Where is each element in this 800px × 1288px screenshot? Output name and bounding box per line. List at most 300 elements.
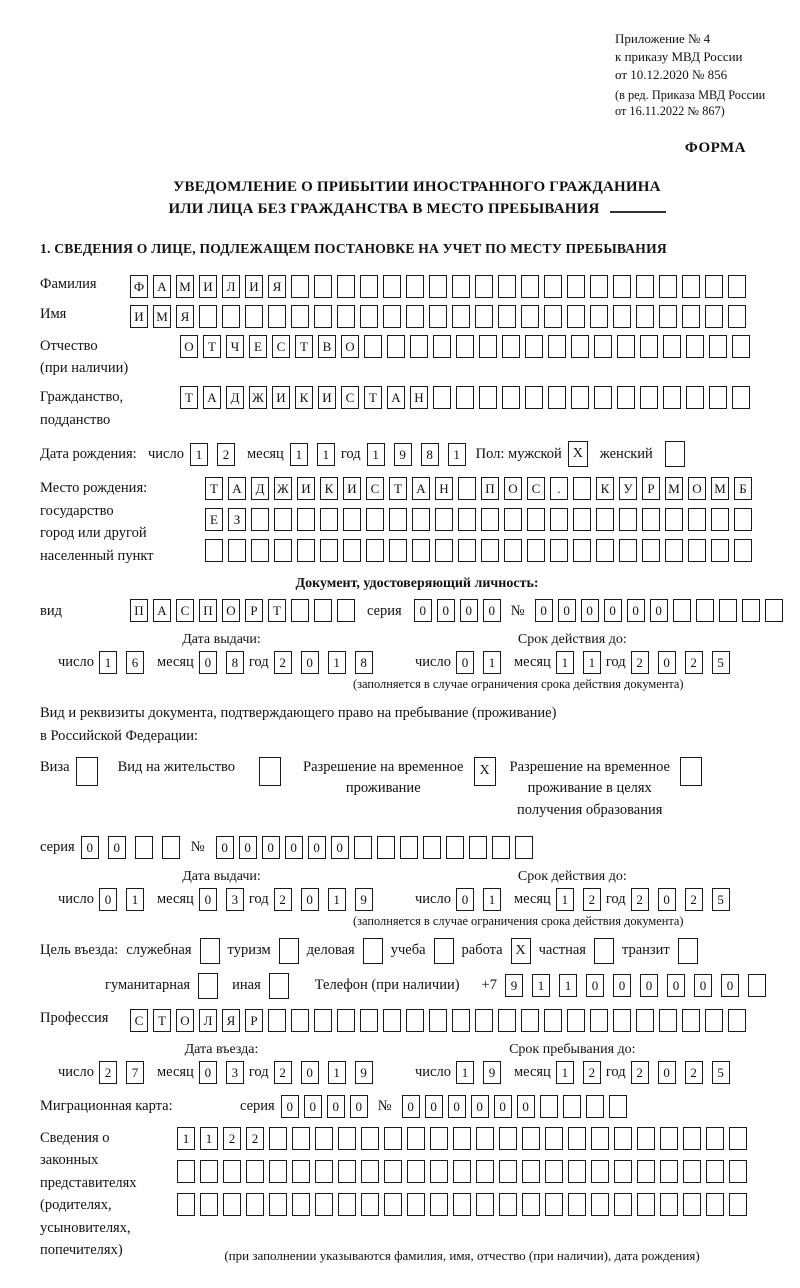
char-cell[interactable] [205, 539, 223, 562]
char-cell[interactable] [222, 305, 240, 328]
char-cell[interactable] [315, 1193, 333, 1216]
char-cell[interactable] [314, 599, 332, 622]
char-cell[interactable]: У [619, 477, 637, 500]
char-cell[interactable] [354, 836, 372, 859]
char-cell[interactable] [729, 1193, 747, 1216]
char-cell[interactable] [499, 1127, 517, 1150]
stay-month-cells[interactable] [556, 1061, 601, 1084]
char-cell[interactable] [366, 539, 384, 562]
char-cell[interactable] [573, 508, 591, 531]
char-cell[interactable] [452, 275, 470, 298]
char-cell[interactable] [360, 1009, 378, 1032]
char-cell[interactable]: 0 [81, 836, 99, 859]
char-cell[interactable]: 0 [721, 974, 739, 997]
char-cell[interactable] [452, 1009, 470, 1032]
tourism-checkbox[interactable] [279, 938, 299, 964]
char-cell[interactable] [268, 305, 286, 328]
study-checkbox[interactable] [434, 938, 454, 964]
char-cell[interactable] [435, 508, 453, 531]
char-cell[interactable] [663, 386, 681, 409]
char-cell[interactable]: 0 [535, 599, 553, 622]
char-cell[interactable]: В [318, 335, 336, 358]
rvp-checkbox[interactable]: X [474, 757, 496, 786]
char-cell[interactable]: К [295, 386, 313, 409]
char-cell[interactable]: Я [268, 275, 286, 298]
residence-series-cells[interactable] [81, 836, 180, 859]
char-cell[interactable] [315, 1127, 333, 1150]
char-cell[interactable]: 1 [317, 443, 335, 466]
char-cell[interactable] [458, 539, 476, 562]
char-cell[interactable] [338, 1127, 356, 1150]
identity-issue-year-cells[interactable] [274, 651, 373, 674]
char-cell[interactable]: 3 [226, 1061, 244, 1084]
char-cell[interactable] [609, 1095, 627, 1118]
char-cell[interactable]: С [130, 1009, 148, 1032]
char-cell[interactable]: 2 [274, 1061, 292, 1084]
firstname-cells[interactable] [130, 305, 746, 328]
char-cell[interactable] [360, 305, 378, 328]
char-cell[interactable] [435, 539, 453, 562]
char-cell[interactable] [642, 508, 660, 531]
char-cell[interactable] [663, 335, 681, 358]
char-cell[interactable]: 6 [126, 651, 144, 674]
char-cell[interactable] [728, 1009, 746, 1032]
identity-series-cells[interactable] [414, 599, 501, 622]
char-cell[interactable] [711, 539, 729, 562]
char-cell[interactable] [430, 1193, 448, 1216]
transit-checkbox[interactable] [678, 938, 698, 964]
char-cell[interactable]: 0 [494, 1095, 512, 1118]
char-cell[interactable]: И [297, 477, 315, 500]
char-cell[interactable]: 0 [658, 651, 676, 674]
char-cell[interactable] [504, 508, 522, 531]
identity-valid-day-cells[interactable] [456, 651, 501, 674]
char-cell[interactable]: А [387, 386, 405, 409]
identity-valid-year-cells[interactable] [631, 651, 730, 674]
char-cell[interactable] [742, 599, 760, 622]
migration-series-cells[interactable] [281, 1095, 368, 1118]
char-cell[interactable] [568, 1193, 586, 1216]
char-cell[interactable]: Р [245, 1009, 263, 1032]
rvp-education-checkbox[interactable] [680, 757, 702, 786]
char-cell[interactable] [274, 539, 292, 562]
char-cell[interactable]: М [176, 275, 194, 298]
char-cell[interactable]: 0 [199, 888, 217, 911]
char-cell[interactable] [364, 335, 382, 358]
char-cell[interactable]: С [527, 477, 545, 500]
char-cell[interactable] [544, 305, 562, 328]
char-cell[interactable] [246, 1160, 264, 1183]
char-cell[interactable]: 3 [226, 888, 244, 911]
char-cell[interactable] [337, 1009, 355, 1032]
char-cell[interactable] [522, 1193, 540, 1216]
char-cell[interactable] [297, 539, 315, 562]
char-cell[interactable]: 0 [425, 1095, 443, 1118]
identity-valid-month-cells[interactable] [556, 651, 601, 674]
birthplace-row3-cells[interactable] [205, 539, 752, 562]
char-cell[interactable]: 2 [246, 1127, 264, 1150]
char-cell[interactable]: 1 [290, 443, 308, 466]
char-cell[interactable] [709, 335, 727, 358]
char-cell[interactable] [732, 335, 750, 358]
char-cell[interactable] [659, 275, 677, 298]
char-cell[interactable]: 0 [604, 599, 622, 622]
char-cell[interactable]: С [366, 477, 384, 500]
char-cell[interactable] [728, 275, 746, 298]
char-cell[interactable] [245, 305, 263, 328]
char-cell[interactable] [481, 539, 499, 562]
surname-cells[interactable] [130, 275, 746, 298]
char-cell[interactable] [453, 1127, 471, 1150]
char-cell[interactable]: 1 [200, 1127, 218, 1150]
char-cell[interactable] [637, 1160, 655, 1183]
char-cell[interactable]: И [245, 275, 263, 298]
char-cell[interactable] [504, 539, 522, 562]
char-cell[interactable] [548, 335, 566, 358]
char-cell[interactable] [498, 275, 516, 298]
other-purpose-checkbox[interactable] [269, 973, 289, 999]
char-cell[interactable]: М [153, 305, 171, 328]
entry-year-cells[interactable] [274, 1061, 373, 1084]
char-cell[interactable] [337, 599, 355, 622]
char-cell[interactable]: С [341, 386, 359, 409]
char-cell[interactable]: П [199, 599, 217, 622]
char-cell[interactable] [268, 1009, 286, 1032]
char-cell[interactable]: 9 [483, 1061, 501, 1084]
char-cell[interactable] [423, 836, 441, 859]
char-cell[interactable] [594, 386, 612, 409]
char-cell[interactable]: Т [389, 477, 407, 500]
char-cell[interactable] [515, 836, 533, 859]
char-cell[interactable] [522, 1160, 540, 1183]
char-cell[interactable] [571, 335, 589, 358]
char-cell[interactable]: Р [642, 477, 660, 500]
char-cell[interactable]: 8 [355, 651, 373, 674]
char-cell[interactable]: И [318, 386, 336, 409]
char-cell[interactable] [314, 275, 332, 298]
char-cell[interactable]: 0 [414, 599, 432, 622]
char-cell[interactable]: С [176, 599, 194, 622]
char-cell[interactable] [545, 1160, 563, 1183]
char-cell[interactable] [613, 305, 631, 328]
char-cell[interactable] [407, 1193, 425, 1216]
char-cell[interactable]: И [343, 477, 361, 500]
char-cell[interactable] [563, 1095, 581, 1118]
migration-number-cells[interactable] [402, 1095, 627, 1118]
char-cell[interactable] [619, 539, 637, 562]
char-cell[interactable] [476, 1160, 494, 1183]
char-cell[interactable]: 0 [350, 1095, 368, 1118]
char-cell[interactable]: Е [249, 335, 267, 358]
profession-cells[interactable] [130, 1009, 746, 1032]
char-cell[interactable] [683, 1193, 701, 1216]
char-cell[interactable] [269, 1160, 287, 1183]
char-cell[interactable] [682, 305, 700, 328]
char-cell[interactable]: . [550, 477, 568, 500]
char-cell[interactable]: 5 [712, 1061, 730, 1084]
char-cell[interactable]: 0 [239, 836, 257, 859]
char-cell[interactable] [540, 1095, 558, 1118]
char-cell[interactable] [177, 1193, 195, 1216]
char-cell[interactable] [297, 508, 315, 531]
char-cell[interactable]: 0 [658, 888, 676, 911]
char-cell[interactable] [479, 335, 497, 358]
char-cell[interactable]: Т [295, 335, 313, 358]
char-cell[interactable]: 1 [559, 974, 577, 997]
char-cell[interactable] [429, 305, 447, 328]
char-cell[interactable]: 2 [685, 888, 703, 911]
char-cell[interactable] [686, 335, 704, 358]
phone-cells[interactable] [505, 974, 766, 997]
char-cell[interactable]: Л [222, 275, 240, 298]
char-cell[interactable]: 0 [627, 599, 645, 622]
char-cell[interactable]: 0 [301, 888, 319, 911]
humanitarian-checkbox[interactable] [198, 973, 218, 999]
char-cell[interactable]: О [688, 477, 706, 500]
char-cell[interactable] [291, 305, 309, 328]
char-cell[interactable] [469, 836, 487, 859]
char-cell[interactable] [177, 1160, 195, 1183]
char-cell[interactable]: 1 [483, 651, 501, 674]
residence-number-cells[interactable] [216, 836, 533, 859]
char-cell[interactable] [636, 1009, 654, 1032]
char-cell[interactable] [162, 836, 180, 859]
char-cell[interactable]: 2 [583, 1061, 601, 1084]
char-cell[interactable]: 0 [301, 1061, 319, 1084]
char-cell[interactable] [640, 335, 658, 358]
char-cell[interactable] [361, 1127, 379, 1150]
char-cell[interactable]: О [222, 599, 240, 622]
char-cell[interactable] [498, 305, 516, 328]
char-cell[interactable]: 0 [331, 836, 349, 859]
char-cell[interactable]: 2 [685, 651, 703, 674]
char-cell[interactable]: 2 [631, 651, 649, 674]
char-cell[interactable] [387, 335, 405, 358]
visa-checkbox[interactable] [76, 757, 98, 786]
char-cell[interactable] [389, 539, 407, 562]
char-cell[interactable]: 1 [367, 443, 385, 466]
char-cell[interactable] [734, 508, 752, 531]
char-cell[interactable] [135, 836, 153, 859]
char-cell[interactable] [361, 1160, 379, 1183]
char-cell[interactable]: И [272, 386, 290, 409]
char-cell[interactable] [729, 1160, 747, 1183]
char-cell[interactable] [406, 305, 424, 328]
char-cell[interactable] [452, 305, 470, 328]
char-cell[interactable]: О [341, 335, 359, 358]
char-cell[interactable] [338, 1193, 356, 1216]
char-cell[interactable] [453, 1160, 471, 1183]
char-cell[interactable] [590, 305, 608, 328]
char-cell[interactable] [269, 1193, 287, 1216]
char-cell[interactable]: 0 [471, 1095, 489, 1118]
char-cell[interactable]: С [272, 335, 290, 358]
char-cell[interactable] [433, 386, 451, 409]
char-cell[interactable] [521, 305, 539, 328]
char-cell[interactable] [251, 539, 269, 562]
char-cell[interactable]: Я [176, 305, 194, 328]
char-cell[interactable] [406, 275, 424, 298]
char-cell[interactable]: 0 [301, 651, 319, 674]
char-cell[interactable] [292, 1160, 310, 1183]
char-cell[interactable] [223, 1160, 241, 1183]
char-cell[interactable]: О [180, 335, 198, 358]
char-cell[interactable] [525, 335, 543, 358]
char-cell[interactable] [594, 335, 612, 358]
char-cell[interactable] [337, 275, 355, 298]
citizenship-cells[interactable] [180, 386, 750, 409]
char-cell[interactable]: 0 [327, 1095, 345, 1118]
char-cell[interactable]: 2 [217, 443, 235, 466]
stay-year-cells[interactable] [631, 1061, 730, 1084]
char-cell[interactable] [407, 1127, 425, 1150]
char-cell[interactable] [199, 305, 217, 328]
char-cell[interactable]: 0 [658, 1061, 676, 1084]
char-cell[interactable]: П [481, 477, 499, 500]
char-cell[interactable]: Е [205, 508, 223, 531]
char-cell[interactable] [705, 305, 723, 328]
residence-valid-day-cells[interactable] [456, 888, 501, 911]
char-cell[interactable]: О [176, 1009, 194, 1032]
char-cell[interactable]: 7 [126, 1061, 144, 1084]
char-cell[interactable]: 0 [517, 1095, 535, 1118]
char-cell[interactable] [614, 1127, 632, 1150]
char-cell[interactable]: И [199, 275, 217, 298]
legal-row3-cells[interactable] [177, 1193, 747, 1216]
char-cell[interactable] [498, 1009, 516, 1032]
char-cell[interactable] [320, 508, 338, 531]
char-cell[interactable] [320, 539, 338, 562]
char-cell[interactable]: 1 [532, 974, 550, 997]
char-cell[interactable] [765, 599, 783, 622]
char-cell[interactable]: 0 [558, 599, 576, 622]
char-cell[interactable] [706, 1160, 724, 1183]
char-cell[interactable] [568, 1127, 586, 1150]
residence-issue-year-cells[interactable] [274, 888, 373, 911]
char-cell[interactable]: 0 [308, 836, 326, 859]
char-cell[interactable] [377, 836, 395, 859]
char-cell[interactable]: 1 [556, 651, 574, 674]
char-cell[interactable] [706, 1193, 724, 1216]
char-cell[interactable]: 0 [483, 599, 501, 622]
char-cell[interactable] [384, 1127, 402, 1150]
char-cell[interactable] [458, 508, 476, 531]
char-cell[interactable] [550, 539, 568, 562]
char-cell[interactable]: 8 [421, 443, 439, 466]
char-cell[interactable] [366, 508, 384, 531]
char-cell[interactable]: П [130, 599, 148, 622]
char-cell[interactable] [223, 1193, 241, 1216]
official-checkbox[interactable] [200, 938, 220, 964]
char-cell[interactable]: М [711, 477, 729, 500]
identity-number-cells[interactable] [535, 599, 783, 622]
char-cell[interactable]: 2 [274, 888, 292, 911]
char-cell[interactable]: 0 [650, 599, 668, 622]
char-cell[interactable]: З [228, 508, 246, 531]
legal-row2-cells[interactable] [177, 1160, 747, 1183]
char-cell[interactable]: Т [268, 599, 286, 622]
char-cell[interactable] [545, 1127, 563, 1150]
char-cell[interactable]: К [320, 477, 338, 500]
char-cell[interactable] [617, 386, 635, 409]
char-cell[interactable]: 1 [328, 651, 346, 674]
birth-year-cells[interactable] [367, 443, 466, 466]
residence-valid-year-cells[interactable] [631, 888, 730, 911]
char-cell[interactable] [291, 599, 309, 622]
char-cell[interactable]: Т [364, 386, 382, 409]
char-cell[interactable]: Т [205, 477, 223, 500]
char-cell[interactable]: 9 [505, 974, 523, 997]
char-cell[interactable] [665, 508, 683, 531]
char-cell[interactable] [732, 386, 750, 409]
char-cell[interactable] [314, 305, 332, 328]
char-cell[interactable]: 0 [262, 836, 280, 859]
char-cell[interactable] [637, 1193, 655, 1216]
char-cell[interactable]: А [203, 386, 221, 409]
char-cell[interactable]: 1 [483, 888, 501, 911]
char-cell[interactable] [567, 1009, 585, 1032]
char-cell[interactable] [343, 539, 361, 562]
entry-day-cells[interactable] [99, 1061, 144, 1084]
birthplace-row2-cells[interactable] [205, 508, 752, 531]
char-cell[interactable] [475, 275, 493, 298]
char-cell[interactable] [406, 1009, 424, 1032]
birth-month-cells[interactable] [290, 443, 335, 466]
char-cell[interactable] [407, 1160, 425, 1183]
char-cell[interactable] [429, 275, 447, 298]
gender-female-checkbox[interactable] [665, 441, 685, 467]
char-cell[interactable]: 1 [126, 888, 144, 911]
char-cell[interactable]: 1 [556, 888, 574, 911]
char-cell[interactable] [315, 1160, 333, 1183]
char-cell[interactable]: 1 [583, 651, 601, 674]
char-cell[interactable] [682, 1009, 700, 1032]
identity-issue-day-cells[interactable] [99, 651, 144, 674]
gender-male-checkbox[interactable]: X [568, 441, 588, 467]
char-cell[interactable] [429, 1009, 447, 1032]
char-cell[interactable] [683, 1160, 701, 1183]
char-cell[interactable]: 1 [328, 888, 346, 911]
char-cell[interactable]: А [153, 275, 171, 298]
char-cell[interactable] [573, 539, 591, 562]
char-cell[interactable] [458, 477, 476, 500]
char-cell[interactable] [337, 305, 355, 328]
char-cell[interactable] [389, 508, 407, 531]
char-cell[interactable]: 2 [99, 1061, 117, 1084]
char-cell[interactable] [636, 275, 654, 298]
char-cell[interactable] [613, 1009, 631, 1032]
char-cell[interactable] [521, 1009, 539, 1032]
char-cell[interactable]: 0 [199, 651, 217, 674]
char-cell[interactable] [314, 1009, 332, 1032]
char-cell[interactable] [636, 305, 654, 328]
char-cell[interactable] [251, 508, 269, 531]
char-cell[interactable] [660, 1160, 678, 1183]
char-cell[interactable]: 2 [223, 1127, 241, 1150]
char-cell[interactable]: 5 [712, 651, 730, 674]
char-cell[interactable]: И [130, 305, 148, 328]
char-cell[interactable] [246, 1193, 264, 1216]
char-cell[interactable] [596, 508, 614, 531]
char-cell[interactable]: 0 [285, 836, 303, 859]
char-cell[interactable] [709, 386, 727, 409]
char-cell[interactable] [544, 275, 562, 298]
char-cell[interactable] [659, 1009, 677, 1032]
char-cell[interactable]: Н [410, 386, 428, 409]
char-cell[interactable]: Т [180, 386, 198, 409]
char-cell[interactable] [475, 1009, 493, 1032]
char-cell[interactable] [614, 1160, 632, 1183]
